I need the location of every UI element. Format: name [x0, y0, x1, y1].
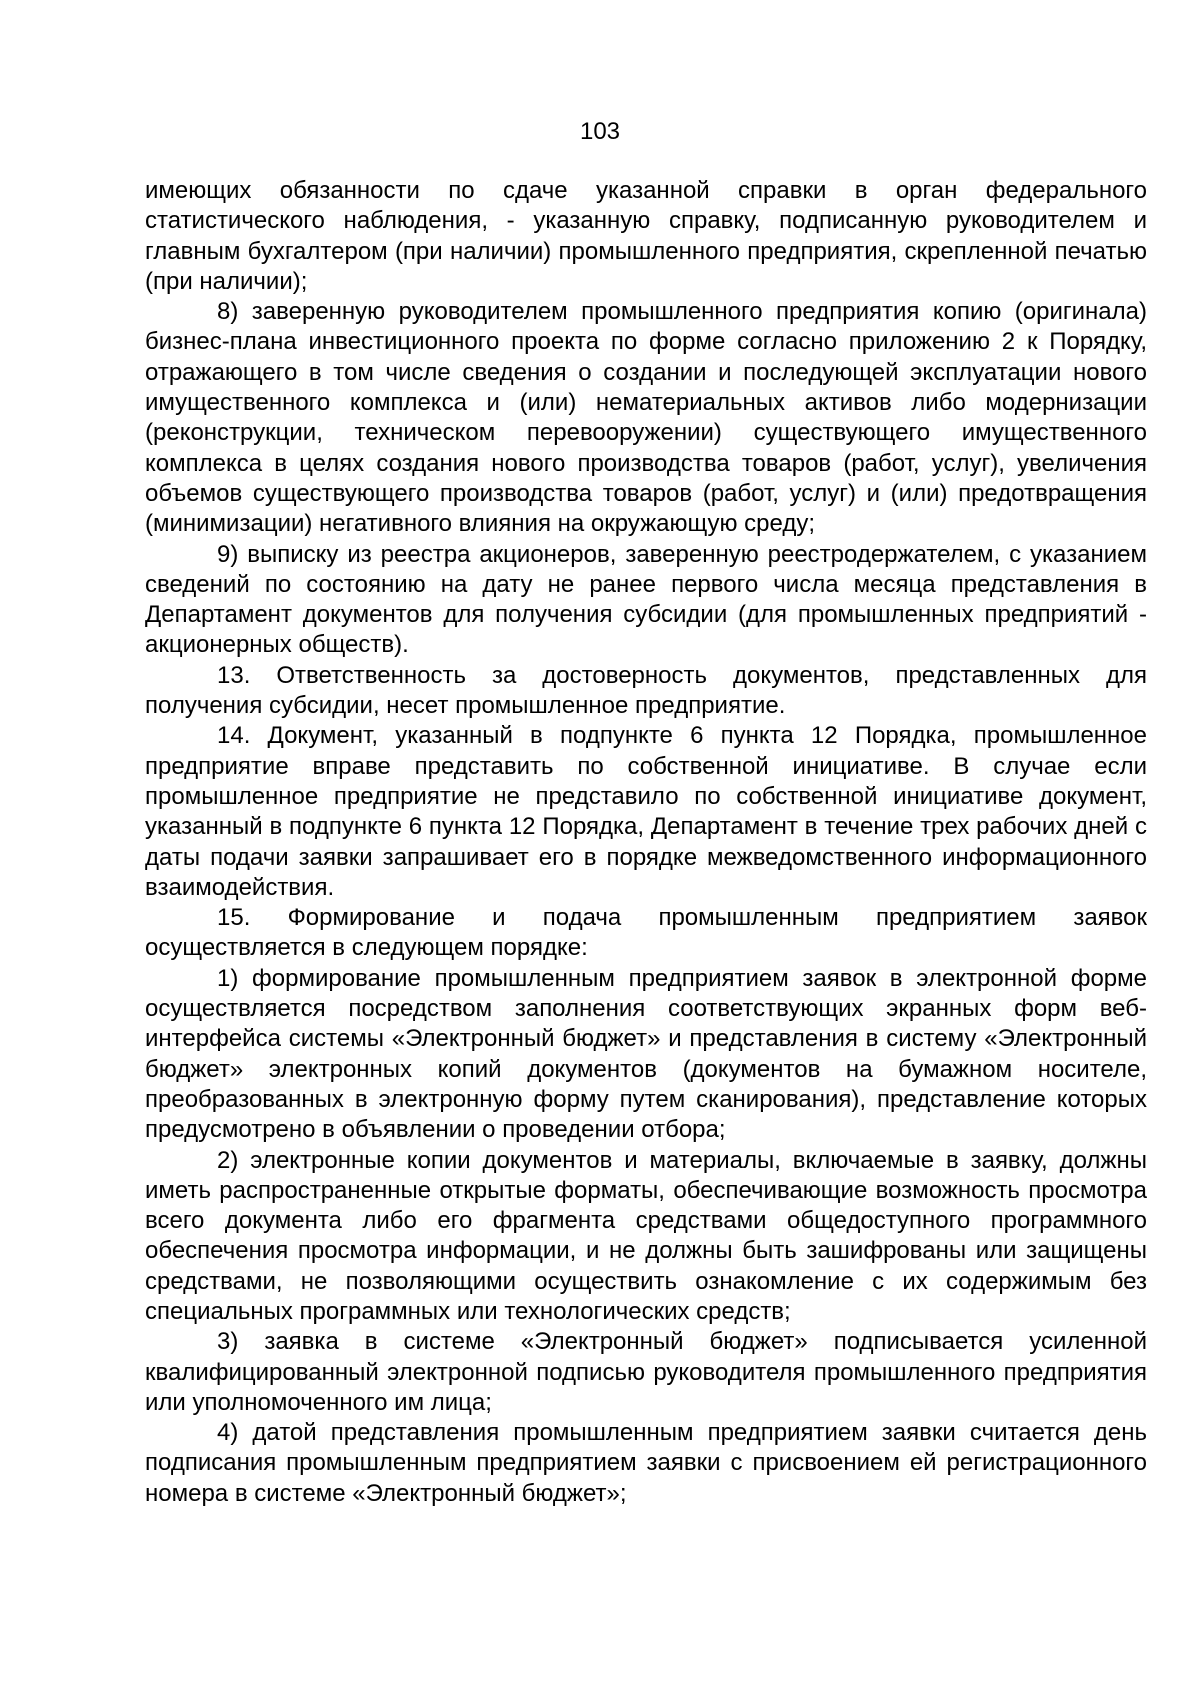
paragraph-continuation: имеющих обязанности по сдаче указанной справки в орган федерального статистического наблюдения, - указанную справку, подписанную руководителем и главным бухгалтером (при наличии) промышленного предприятия, скрепленной печатью (при наличии);	[145, 177, 1147, 295]
paragraph-clause-14: 14. Документ, указанный в подпункте 6 пункта 12 Порядка, промышленное предприятие вправе представить по собственной инициативе. В случае если промышленное предприятие не представило по собственной инициативе документ, указанный в подпункте 6 пункта 12 Порядка, Департамент в течение трех рабочих дней с даты подачи заявки запрашивает его в порядке межведомственного информационного взаимодействия.	[145, 722, 1147, 901]
paragraph-subitem-2: 2) электронные копии документов и материалы, включаемые в заявку, должны иметь распространенные открытые форматы, обеспечивающие возможность просмотра всего документа либо его фрагмента средствами общедоступного программного обеспечения просмотра информации, и не должны быть зашифрованы или защищены средствами, не позволяющими осуществить ознакомление с их содержимым без специальных программных или технологических средств;	[145, 1146, 1147, 1325]
paragraph-subitem-3: 3) заявка в системе «Электронный бюджет» подписывается усиленной квалифицированный электронной подписью руководителя промышленного предприятия или уполномоченного им лица;	[145, 1328, 1147, 1416]
paragraph-item-8: 8) заверенную руководителем промышленного предприятия копию (оригинала) бизнес-плана инвестиционного проекта по форме согласно приложению 2 к Порядку, отражающего в том числе сведения о создании и последующей эксплуатации нового имущественного комплекса и (или) нематериальных активов либо модернизации (реконструкции, техническом перевооружении) существующего имущественного комплекса в целях создания нового производства товаров (работ, услуг), увеличения объемов существующего производства товаров (работ, услуг) и (или) предотвращения (минимизации) негативного влияния на окружающую среду;	[145, 298, 1147, 538]
paragraph-subitem-1: 1) формирование промышленным предприятием заявок в электронной форме осуществляется посредством заполнения соответствующих экранных форм веб-интерфейса системы «Электронный бюджет» и представления в систему «Электронный бюджет» электронных копий документов (документов на бумажном носителе, преобразованных в электронную форму путем сканирования), представление которых предусмотрено в объявлении о проведении отбора;	[145, 964, 1147, 1144]
paragraph-subitem-4: 4) датой представления промышленным предприятием заявки считается день подписания промышленным предприятием заявки с присвоением ей регистрационного номера в системе «Электронный бюджет»;	[145, 1419, 1147, 1507]
page-number: 103	[579, 118, 621, 145]
paragraph-clause-13: 13. Ответственность за достоверность документов, представленных для получения субсидии, несет промышленное предприятие.	[145, 661, 1147, 720]
paragraph-clause-15: 15. Формирование и подача промышленным предприятием заявок осуществляется в следующем порядке:	[145, 904, 1147, 962]
paragraph-item-9: 9) выписку из реестра акционеров, заверенную реестродержателем, с указанием сведений по состоянию на дату не ранее первого числа месяца представления в Департамент документов для получения субсидии (для промышленных предприятий - акционерных обществ).	[145, 540, 1147, 659]
document-body	[145, 176, 1147, 1509]
